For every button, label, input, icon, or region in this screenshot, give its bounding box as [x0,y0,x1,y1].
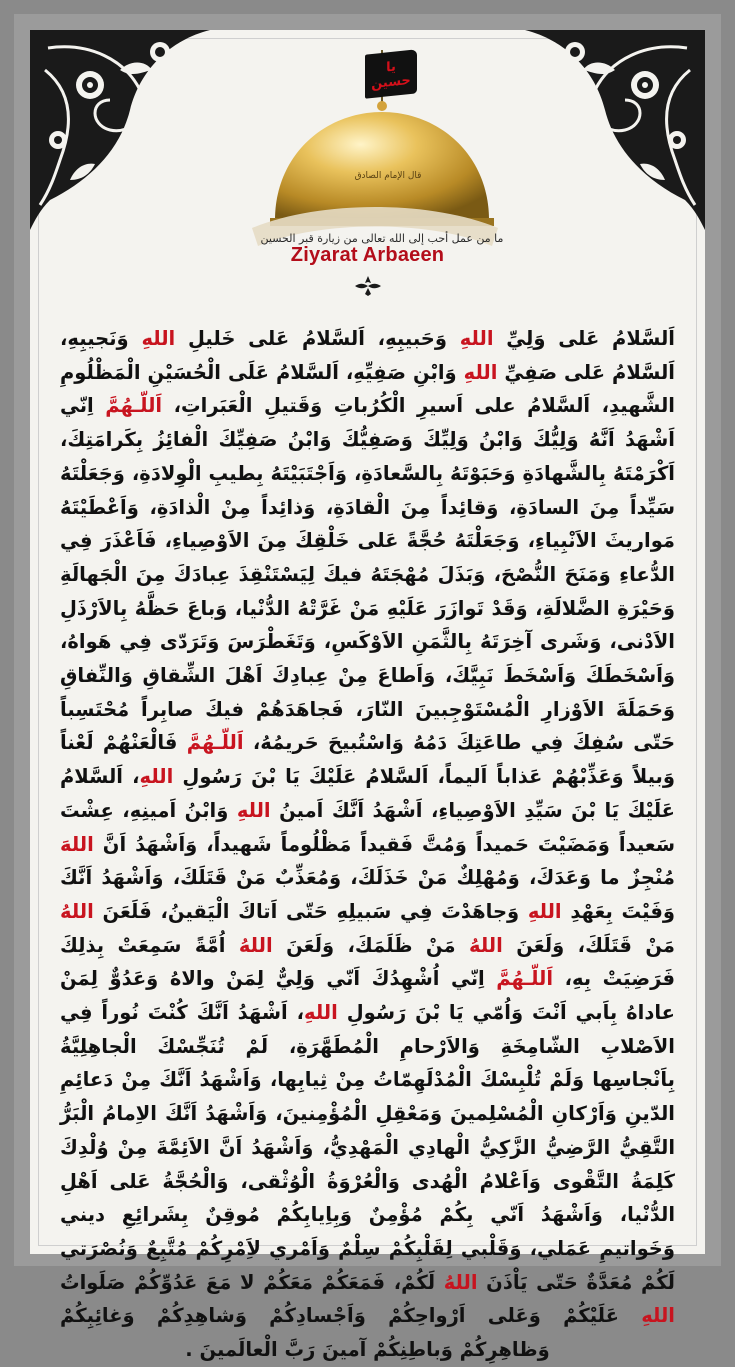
text-segment: وَابْنُ اَمينِهِ، عِشْتَ سَعيداً وَمَضَيْتَ حَميداً وَمُتَّ فَقيداً مَظْلُوماً شَهيداً، وَاَشْهَدُ اَنَّ [60,798,675,856]
divine-name-highlight: اللهِ [139,765,174,789]
dome-inscription-small: قال الإمام الصادق [354,171,422,181]
text-segment: اِنّي اَشْهَدُ اَنَّهُ وَلِيُّكَ وَابْنُ وَلِيِّكَ وَصَفِيُّكَ وَابْنُ صَفِيِّكَ الْفائِزُ بِكَرامَتِكَ، اَكْرَمْتَهُ بِالشَّهادَةِ وَحَبَوْتَهُ بِالسَّعادَةِ، وَاَجْتَبَيْتَهُ بِطيبِ الْوِلادَةِ، وَجَعَلْتَهُ سَيِّداً مِنَ السادَةِ، وَقائِداً مِنَ الْقادَةِ، وَذائِداً مِنْ الْذادَةِ، وَاَعْطَيْتَهُ مَواريثَ الاَنْبِياءِ، وَجَعَلْتَهُ حُجَّةً عَلى خَلْقِكَ مِنَ الاَوْصِياءِ، فَاَعْذَرَ فِي الدُّعاءِ وَمَنَحَ النُّصْحَ، وَبَذَلَ مُهْجَتَهُ فيكَ لِيَسْتَنْقِذَ عِبادَكَ مِنَ الْجَهالَةِ وَحَيْرَةِ الضَّلالَةِ، وَقَدْ تَوازَرَ عَلَيْهِ مَنْ غَرَّتْهُ الدُّنْيا، وَباعَ حَظَّهُ بِالاَرْذَلِ الاَدْنى، وَشَرى آخِرَتَهُ بِالثَّمَنِ الاَوْكَسِ، وَتَغَطْرَسَ وَتَرَدّى فِي هَواهُ، وَاَسْخَطَكَ وَاَسْخَطَ نَبِيَّكَ، وَاَطاعَ مِنْ عِبادِكَ اَهْلَ الشِّقاقِ وَالنِّفاقِ وَحَمَلَةَ الاَوْزارِ الْمُسْتَوْجِبينَ النّارَ، فَجاهَدَهُمْ فيكَ صابِراً مُحْتَسِباً حَتّى سُفِكَ فِي طاعَتِكَ دَمُهُ وَاسْتُبيحَ حَريمُهُ، [60,394,675,755]
divine-name-highlight: اللهِ [641,1304,675,1328]
text-segment: وَجاهَدْتَ فِي سَبيلِهِ حَتّى اَتاكَ الْيَقينُ، فَلَعَنَ [93,899,528,923]
text-segment: وَنَجيبِهِ، اَلسَّلامُ عَلى صَفِيِّ [60,327,675,384]
divine-name-highlight: اللهِ [304,1001,338,1025]
floral-corner-ornament-left [30,30,210,230]
text-segment: وَحَبيبِهِ، اَلسَّلامُ عَلى خَليلِ [175,327,460,350]
text-segment: ، اَلسَّلامُ عَلَيْكَ يَا بْنَ سَيِّدِ الاَوْصِياءِ، اَشْهَدُ اَنَّكَ اَمينُ [60,765,675,822]
text-segment: وَابْنِ صَفِيِّهِ، اَلسَّلامُ عَلَى الْحُسَيْنِ الْمَظْلُومِ الشَّهيدِ، اَلسَّلامُ على اَسيرِ الْكُرُباتِ وَقَتيلِ الْعَبَراتِ، [60,360,675,418]
text-segment: فَالْعَنْهُمْ لَعْناً وَبيلاً وَعَذِّبْهُمْ عَذاباً اَليماً، اَلسَّلامُ عَلَيْكَ يَا بْنَ رَسُولِ [60,731,675,789]
text-segment: عَلَيْكُمْ وَعَلى اَرْواحِكُمْ وَاَجْسادِكُمْ وَشاهِدِكُمْ وَغائِبِكُمْ وَظاهِرِكُمْ وَباطِنِكُمْ آمينَ رَبَّ الْعالَمينَ . [60,1304,642,1362]
divine-name-highlight: اَللّـهُمَّ [496,967,554,991]
text-segment: مَنْ ظَلَمَكَ، وَلَعَنَ [272,933,469,957]
divine-name-highlight: اَللّـهُمَّ [105,394,163,418]
text-segment: اِنّي اُشْهِدُكَ اَنّي وَلِيٌّ لِمَنْ والاهُ وَعَدُوٌّ لِمَنْ عاداهُ بِاَبي اَنْتَ وَاُمّي يَا بْنَ رَسُولِ [60,967,675,1025]
text-segment: ، اَشْهَدُ اَنَّكَ كُنْتَ نُوراً فِي الاَصْلابِ الشّامِخَةِ وَالاَرْحامِ الْمُطَهَّرَةِ، لَمْ تُنَجِّسْكَ الْجاهِلِيَّةُ بِاَنْجاسِها وَلَمْ تُلْبِسْكَ الْمُدْلَهِمّاتُ مِنْ ثِيابِها، وَاَشْهَدُ اَنَّكَ مِنْ دَعائِمِ الدّينِ وَاَرْكانِ الْمُسْلِمينَ وَمَعْقِلِ الْمُؤْمِنينَ، وَاَشْهَدُ اَنَّكَ الاِمامُ الْبَرُّ التَّقِيُّ الرَّضِيُّ الزَّكِيُّ الْهادِي الْمَهْدِيُّ، وَاَشْهَدُ اَنَّ الاَئِمَّةَ مِنْ وُلْدِكَ كَلِمَةُ التَّقْوى وَاَعْلامُ الْهُدى وَالْعُرْوَةُ الْوُثْقى، وَالْحُجَّةُ عَلى اَهْلِ الدُّنْيا، وَاَشْهَدُ اَنّي بِكُمْ مُؤْمِنٌ وَبِاِيابِكُمْ مُوقِنٌ بِشَرائِعِ ديني وَخَواتيمِ عَمَلي، وَقَلْبي لِقَلْبِكُمْ سِلْمٌ وَاَمْري لاَِمْرِكُمْ مُتَّبِعٌ وَنُصْرَتي لَكُمْ مُعَدَّةٌ حَتّى يَاْذَنَ [60,1001,675,1294]
divine-name-highlight: اللهُ [443,1270,478,1294]
black-flag [365,49,417,98]
divine-name-highlight: اَللّـهُمَّ [186,731,244,755]
divine-name-highlight: اللهَ [60,832,94,856]
divine-name-highlight: اللهِ [459,327,494,350]
divine-name-highlight: اللهُ [469,933,503,957]
divine-name-highlight: اللهُ [60,899,94,923]
page-title: Ziyarat Arbaeen [290,244,445,266]
divine-name-highlight: اللهِ [141,327,176,350]
divine-name-highlight: اللهِ [463,360,498,384]
dome-inscription-large: ما من عمل أحب إلى الله تعالى من زيارة قبر الحسين [260,232,504,245]
text-segment: مَنْ قَتَلَكَ، وَلَعَنَ [502,933,675,957]
text-segment: اُمَّةً سَمِعَتْ بِذلِكَ فَرَضِيَتْ بِهِ، [60,933,675,991]
text-segment: اَلسَّلامُ عَلى وَلِيِّ [493,327,675,350]
text-segment: لَكُمْ، فَمَعَكُمْ مَعَكُمْ لا مَعَ عَدُوِّكُمْ صَلَواتُ [60,1270,444,1294]
divine-name-highlight: اللهِ [527,899,562,923]
ziyarat-text [60,322,675,1367]
floral-corner-ornament-right [525,30,705,230]
ornament-divider-icon [353,274,383,298]
text-segment: مُنْجِزٌ ما وَعَدَكَ، وَمُهْلِكٌ مَنْ خَذَلَكَ، وَمُعَذِّبٌ مَنْ قَتَلَكَ، وَاَشْهَدُ اَنَّكَ وَفَيْتَ بِعَهْدِ [60,866,675,923]
divine-name-highlight: اللهِ [236,798,271,822]
flag-text: يا حسين [371,59,411,93]
divine-name-highlight: اللهُ [238,933,273,957]
ziyarat-poster [30,30,705,1362]
